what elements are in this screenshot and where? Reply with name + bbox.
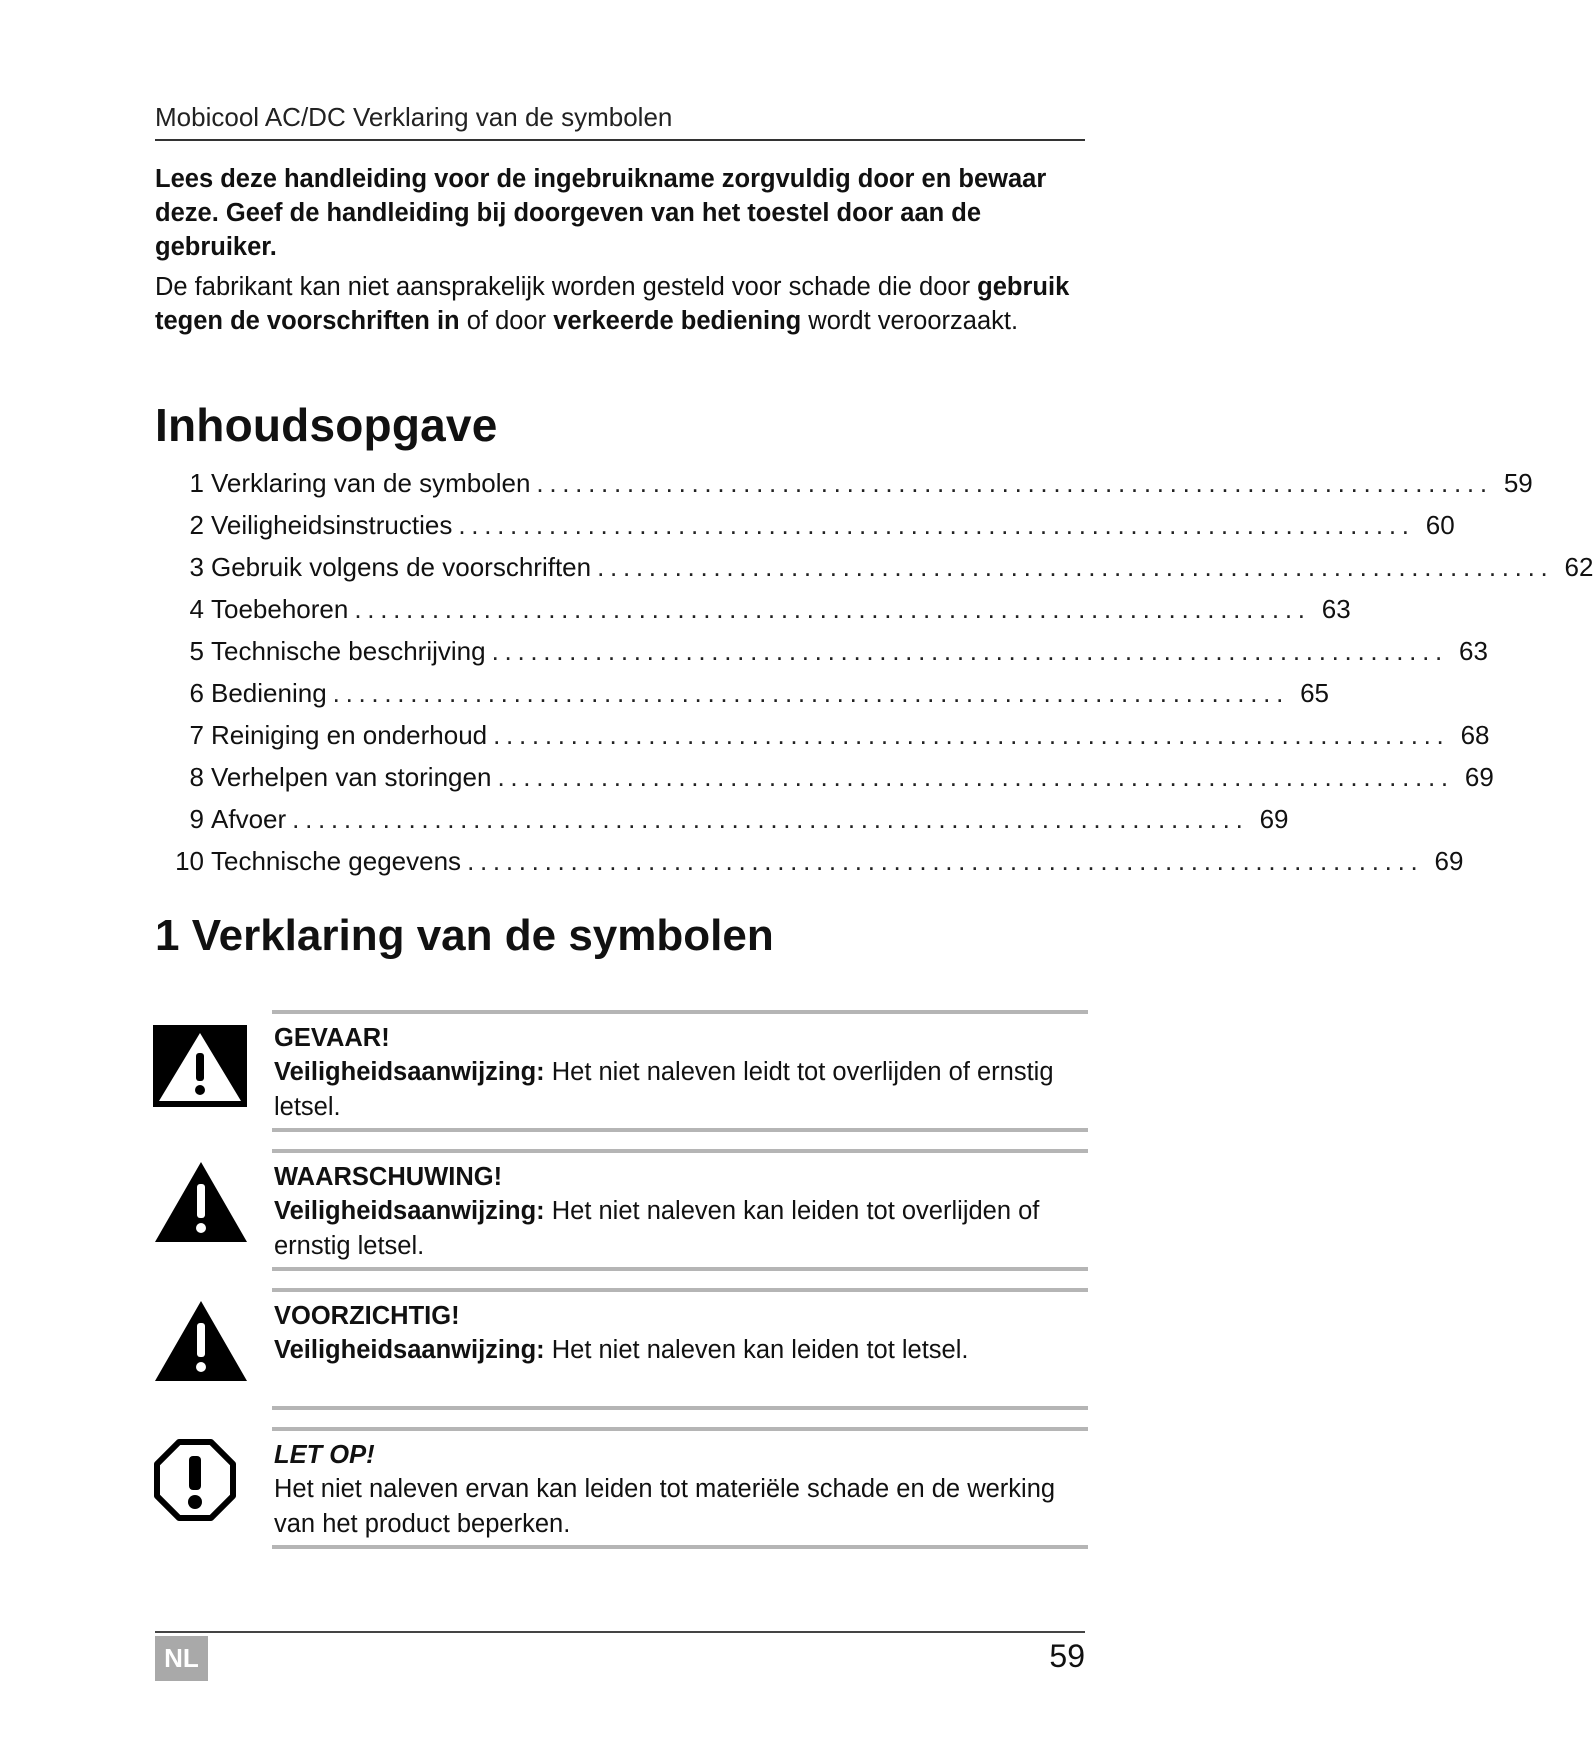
notice-attention <box>272 1427 1088 1549</box>
table-of-contents <box>160 468 1593 888</box>
toc-title: Gebruik volgens de voorschriften <box>211 552 592 582</box>
toc-title: Reiniging en onderhoud <box>211 720 488 750</box>
section-heading: 1 Verklaring van de symbolen <box>155 911 774 960</box>
toc-leader: .......................................................................... <box>493 720 1450 750</box>
notice-danger <box>272 1010 1088 1132</box>
toc-page: 59 <box>1503 468 1533 498</box>
notice-title: GEVAAR! <box>274 1024 390 1052</box>
notice-body <box>274 1194 1086 1264</box>
toc-number: 7 <box>189 720 204 750</box>
toc-number: 5 <box>189 636 204 666</box>
notice-text: Het niet naleven kan leiden tot letsel. <box>544 1336 969 1364</box>
toc-page: 62 <box>1564 552 1593 582</box>
toc-title: Toebehoren <box>211 594 349 624</box>
warning-triangle-icon <box>153 1160 249 1244</box>
toc-item[interactable] <box>160 594 1351 636</box>
toc-item[interactable] <box>160 720 1490 762</box>
running-header: Mobicool AC/DC Verklaring van de symbolen <box>155 102 1085 141</box>
toc-item[interactable] <box>160 846 1464 888</box>
toc-title: Technische beschrijving <box>211 636 486 666</box>
toc-leader: .......................................................................... <box>354 594 1311 624</box>
liability-emphasis: verkeerde bediening <box>553 307 802 335</box>
notice-text: Het niet naleven leidt tot overlijden of ernstig letsel. <box>274 1058 1054 1121</box>
notice-body <box>274 1333 1086 1368</box>
toc-page: 69 <box>1259 804 1289 834</box>
toc-number: 2 <box>189 510 204 540</box>
toc-item[interactable] <box>160 468 1533 510</box>
toc-title: Verklaring van de symbolen <box>211 468 531 498</box>
toc-leader: .......................................................................... <box>597 552 1554 582</box>
toc-page: 60 <box>1425 510 1455 540</box>
toc-number: 3 <box>189 552 204 582</box>
toc-item[interactable] <box>160 804 1289 846</box>
notice-label: Veiligheidsaanwijzing: <box>274 1336 545 1364</box>
toc-number: 6 <box>189 678 204 708</box>
caution-triangle-icon <box>153 1299 249 1383</box>
toc-item[interactable] <box>160 762 1494 804</box>
liability-text: wordt veroorzaakt. <box>801 307 1019 335</box>
notice-caution <box>272 1288 1088 1410</box>
toc-leader: .......................................................................... <box>292 804 1249 834</box>
notice-text: Het niet naleven ervan kan leiden tot materiële schade en de werking van het product beperken. <box>274 1475 1056 1538</box>
language-badge: NL <box>155 1636 208 1681</box>
notice-title: LET OP! <box>274 1441 375 1469</box>
toc-page: 69 <box>1464 762 1494 792</box>
toc-leader: .......................................................................... <box>458 510 1415 540</box>
liability-text: De fabrikant kan niet aansprakelijk worden gesteld voor schade die door <box>155 273 978 301</box>
notice-title: VOORZICHTIG! <box>274 1302 460 1330</box>
toc-number: 8 <box>189 762 204 792</box>
notice-label: Veiligheidsaanwijzing: <box>274 1058 545 1086</box>
footer-divider <box>155 1631 1085 1633</box>
liability-paragraph <box>155 270 1095 338</box>
liability-text: of door <box>459 307 554 335</box>
toc-page: 63 <box>1321 594 1351 624</box>
toc-item[interactable] <box>160 678 1330 720</box>
toc-page: 65 <box>1300 678 1330 708</box>
toc-title: Veiligheidsinstructies <box>211 510 453 540</box>
toc-leader: .......................................................................... <box>497 762 1454 792</box>
notice-title: WAARSCHUWING! <box>274 1163 503 1191</box>
notice-body <box>274 1472 1086 1542</box>
liability-emphasis: gebruik tegen de voorschriften in <box>155 273 1070 335</box>
toc-title: Afvoer <box>211 804 287 834</box>
toc-leader: .......................................................................... <box>332 678 1290 708</box>
toc-title: Bediening <box>211 678 327 708</box>
toc-leader: .......................................................................... <box>536 468 1493 498</box>
toc-page: 63 <box>1459 636 1488 666</box>
toc-number: 10 <box>175 846 204 876</box>
toc-number: 9 <box>189 804 204 834</box>
toc-item[interactable] <box>160 510 1455 552</box>
notice-octagon-icon <box>153 1438 237 1522</box>
intro-bold-paragraph: Lees deze handleiding voor de ingebruikname zorgvuldig door en bewaar deze. Geef de handleiding bij doorgeven van het toestel door aan de gebruiker. <box>155 165 1047 261</box>
notice-text: Het niet naleven kan leiden tot overlijden of ernstig letsel. <box>274 1197 1040 1260</box>
notice-label: Veiligheidsaanwijzing: <box>274 1197 545 1225</box>
toc-leader: .......................................................................... <box>467 846 1424 876</box>
toc-heading: Inhoudsopgave <box>155 399 498 451</box>
toc-page: 68 <box>1460 720 1490 750</box>
toc-item[interactable] <box>160 552 1593 594</box>
toc-title: Verhelpen van storingen <box>211 762 492 792</box>
toc-item[interactable] <box>160 636 1488 678</box>
toc-page: 69 <box>1434 846 1464 876</box>
toc-title: Technische gegevens <box>211 846 462 876</box>
toc-leader: .......................................................................... <box>491 636 1448 666</box>
toc-number: 1 <box>189 468 204 498</box>
toc-number: 4 <box>189 594 204 624</box>
danger-warning-icon <box>153 1025 247 1107</box>
notice-warning <box>272 1149 1088 1271</box>
notice-body <box>274 1055 1086 1125</box>
page-number: 59 <box>1049 1638 1085 1674</box>
